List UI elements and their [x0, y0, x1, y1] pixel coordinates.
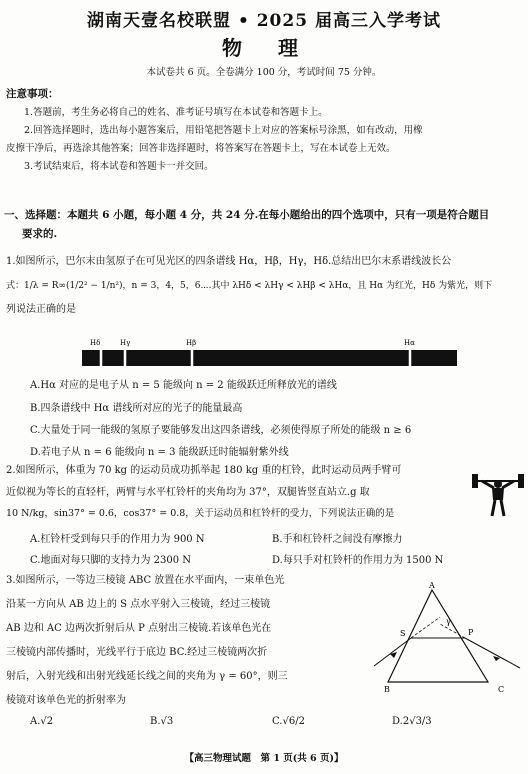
q2-option-b: B.手和杠铃杆之间没有摩擦力	[272, 534, 403, 545]
q3-option-a: A.√2	[30, 716, 54, 727]
gamma-label: γ	[446, 617, 451, 626]
q2-line2: 近似视为等长的直轻杆，两臂与水平杠铃杆的夹角均为 37°，双腿皆竖直站立.g 取	[6, 487, 370, 498]
page-footer: 【高三物理试题 第 1 页(共 6 页)】	[184, 753, 344, 764]
q3-line3: AB 边和 AC 边两次折射后从 P 点射出三棱镜.若该单色光在	[6, 623, 272, 634]
label-h-beta: Hβ	[186, 339, 197, 347]
vertex-c-label: C	[498, 685, 505, 694]
notice-item-3: 3.考试结束后，将本试卷和答题卡一并交回。	[24, 161, 214, 172]
notice-item-2: 2.回答选择题时，选出每小题答案后，用铅笔把答题卡上对应的答案标号涂黑，如有改动，用橡	[24, 125, 423, 136]
q1-option-d: D.若电子从 n = 6 能级向 n = 3 能级跃迁时能辐射紫外线	[30, 447, 289, 458]
q2-line3: 10 N/kg，sin37° = 0.6，cos37° = 0.8，关于运动员和杠铃杆的受力，下列说法正确的是	[6, 508, 395, 519]
weightlifter-figure	[470, 466, 526, 518]
q3-line2: 沿某一方向从 AB 边上的 S 点水平射入三棱镜，经过三棱镜	[6, 599, 271, 610]
subject-title: 物 理	[222, 36, 306, 60]
q1-option-b: B.四条谱线中 Hα 谱线所对应的光子的能量最高	[30, 403, 243, 414]
label-h-gamma: Hγ	[120, 339, 131, 347]
exam-info: 本试卷共 6 页。全卷满分 100 分，考试时间 75 分钟。	[146, 67, 382, 78]
q2-option-c: C.地面对每只脚的支持力为 2300 N	[30, 555, 192, 566]
label-h-alpha: Hα	[404, 339, 415, 347]
q3-option-c: C.√6/2	[272, 716, 305, 727]
q3-line5: 射后，入射光线和出射光线延长线之间的夹角为 γ = 60°，则三	[6, 671, 288, 682]
vertex-a-label: A	[429, 582, 435, 590]
q1-line2: 式：1/λ = R∞(1/2² − 1/n²)，n = 3，4，5，6⋯.其中 λHδ < λHγ < λHβ < λHα，且 Hα 为红光，Hδ 为紫光，则下	[6, 281, 493, 291]
q3-line4: 三棱镜内部传播时，光线平行于底边 BC.经过三棱镜两次折	[6, 647, 268, 658]
vertex-b-label: B	[384, 685, 390, 694]
section-heading-line1: 一、选择题：本题共 6 小题，每小题 4 分，共 24 分.在每小题给出的四个选项中，只有一项是符合题目	[4, 209, 490, 221]
emergent-ray	[465, 638, 520, 668]
q1-option-c: C.大量处于同一能级的氢原子要能够发出这四条谱线，必须使得原子所处的能级 n ≥ 6	[30, 425, 412, 436]
q1-line1: 1.如图所示，巴尔末由氢原子在可见光区的四条谱线 Hα，Hβ，Hγ，Hδ.总结出巴尔末系谱线波长公	[6, 256, 452, 267]
q2-option-a: A.杠铃杆受到每只手的作用力为 900 N	[30, 534, 205, 545]
emergent-extension	[440, 624, 465, 638]
point-p-label: P	[468, 628, 474, 637]
notice-item-2-cont: 皮擦干净后，再选涂其他答案；回答非选择题时，将答案写在答题卡上，写在本试卷上无效。	[6, 143, 396, 154]
exam-title: 湖南天壹名校联盟 • 2025 届高三入学考试	[87, 11, 441, 31]
q2-option-d: D.每只手对杠铃杆的作用力为 1500 N	[272, 555, 444, 566]
section-heading	[4, 206, 522, 244]
q2-line1: 2.如图所示，体重为 70 kg 的运动员成功抓举起 180 kg 重的杠铃，此时运动员两手臂可	[6, 465, 402, 476]
incident-ray	[374, 638, 411, 666]
spectrum-bar	[82, 350, 457, 366]
q3-line6: 棱镜对该单色光的折射率为	[6, 695, 126, 706]
prism-figure	[370, 582, 526, 694]
section-heading-line2: 要求的.	[22, 228, 58, 240]
spectrum-figure	[82, 336, 462, 372]
notice-item-1: 1.答题前，考生务必将自己的姓名、准考证号填写在本试卷和答题卡上。	[24, 107, 328, 118]
point-s-label: S	[400, 629, 406, 638]
q1-option-a: A.Hα 对应的是电子从 n = 5 能级向 n = 2 能级跃迁所释放光的谱线	[30, 380, 337, 391]
q1-line3: 列说法正确的是	[6, 304, 76, 315]
q3-line1: 3.如图所示，一等边三棱镜 ABC 放置在水平面内，一束单色光	[6, 575, 285, 586]
notice-heading: 注意事项：	[6, 88, 59, 100]
incident-extension	[411, 617, 440, 638]
q3-option-d: D.2√3/3	[392, 716, 432, 727]
label-h-delta: Hδ	[90, 339, 101, 347]
q3-option-b: B.√3	[150, 716, 174, 727]
